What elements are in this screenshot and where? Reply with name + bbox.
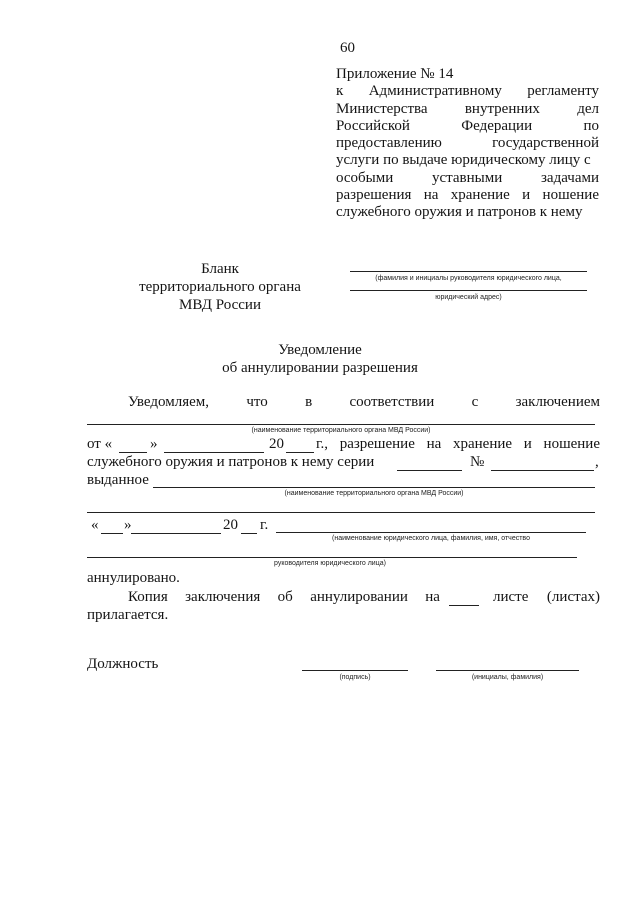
title-line: об аннулировании разрешения bbox=[222, 360, 418, 376]
intro-line bbox=[128, 394, 600, 411]
signature-line bbox=[302, 670, 408, 671]
copy-word: на bbox=[425, 589, 440, 605]
appendix-line: служебного оружия и патронов к нему bbox=[336, 204, 583, 221]
intro-word: в bbox=[305, 394, 313, 410]
issued-label: выданное bbox=[87, 472, 149, 488]
sheets-label: листе (листах) bbox=[493, 589, 600, 605]
appendix-line: услуги по выдаче юридическому лицу с bbox=[336, 152, 591, 169]
blank-line bbox=[87, 512, 595, 513]
letterhead-block bbox=[110, 260, 330, 314]
copy-word: об bbox=[277, 589, 293, 605]
day-field bbox=[119, 452, 147, 453]
intro-word: что bbox=[246, 394, 268, 410]
appendix-line: предоставлению государственной bbox=[336, 135, 599, 152]
appendix-line: особыми уставными задачами bbox=[336, 169, 599, 186]
date2-year-prefix: 20 bbox=[223, 517, 238, 533]
month-field bbox=[164, 452, 264, 453]
initials-caption: (инициалы, фамилия) bbox=[471, 674, 544, 681]
appendix-line: Приложение № 14 bbox=[336, 66, 454, 82]
organ-caption: (наименование территориального органа МВД России) bbox=[251, 427, 431, 434]
title-line: Уведомление bbox=[278, 342, 362, 358]
issued-by-line bbox=[153, 487, 595, 488]
number-field bbox=[491, 470, 594, 471]
head-caption: руководителя юридического лица) bbox=[274, 560, 386, 567]
copy-word: аннулировании bbox=[310, 589, 408, 605]
intro-word: Уведомляем, bbox=[128, 394, 210, 410]
issued-by-caption: (наименование территориального органа МВД России) bbox=[284, 490, 464, 497]
letterhead-line: территориального органа bbox=[139, 279, 301, 295]
address-line bbox=[350, 290, 587, 291]
letterhead-line: Бланк bbox=[201, 261, 239, 277]
copy-line bbox=[128, 589, 440, 606]
date2-day-field bbox=[101, 533, 123, 534]
copy-word: Копия bbox=[128, 589, 168, 605]
copy-word: заключения bbox=[185, 589, 261, 605]
attached-text: прилагается. bbox=[87, 607, 169, 623]
sheets-count-field bbox=[449, 605, 479, 606]
address-caption: юридический адрес) bbox=[435, 294, 502, 301]
weapon-text: служебного оружия и патронов к нему серии bbox=[87, 454, 375, 470]
permit-text: г., разрешение на хранение и ношение bbox=[316, 436, 600, 452]
appendix-line: Российской Федерации по bbox=[336, 117, 599, 134]
intro-word: с bbox=[471, 394, 479, 410]
date2-suffix: г. bbox=[260, 517, 269, 533]
initials-line bbox=[436, 670, 579, 671]
position-label: Должность bbox=[87, 656, 159, 672]
letterhead-line: МВД России bbox=[179, 297, 261, 313]
document-title bbox=[200, 341, 440, 377]
date-close: » bbox=[150, 436, 158, 452]
appendix-block bbox=[336, 66, 599, 222]
series-field bbox=[397, 470, 462, 471]
date2-year-field bbox=[241, 533, 257, 534]
signature-caption: (подпись) bbox=[339, 674, 371, 681]
number-sign: № bbox=[470, 454, 485, 470]
date-open: от « bbox=[87, 436, 113, 452]
appendix-line: разрешения на хранение и ношение bbox=[336, 187, 599, 204]
head-line bbox=[87, 557, 577, 558]
year-field bbox=[286, 452, 314, 453]
year-prefix: 20 bbox=[269, 436, 284, 452]
annulled-text: аннулировано. bbox=[87, 570, 180, 586]
organ-line bbox=[87, 424, 595, 425]
company-caption: (наименование юридического лица, фамилия, имя, отчество bbox=[332, 535, 530, 542]
page-number: 60 bbox=[340, 40, 355, 56]
date2-open: « bbox=[91, 517, 99, 533]
recipient-line bbox=[350, 271, 587, 272]
date2-close: » bbox=[124, 517, 132, 533]
company-line bbox=[276, 532, 586, 533]
appendix-line: Министерства внутренних дел bbox=[336, 100, 599, 117]
date2-month-field bbox=[131, 533, 221, 534]
recipient-caption: (фамилия и инициалы руководителя юридического лица, bbox=[375, 275, 562, 282]
intro-word: заключением bbox=[515, 394, 600, 410]
intro-word: соответствии bbox=[349, 394, 435, 410]
appendix-line: к Административному регламенту bbox=[336, 83, 599, 100]
comma: , bbox=[595, 454, 599, 470]
